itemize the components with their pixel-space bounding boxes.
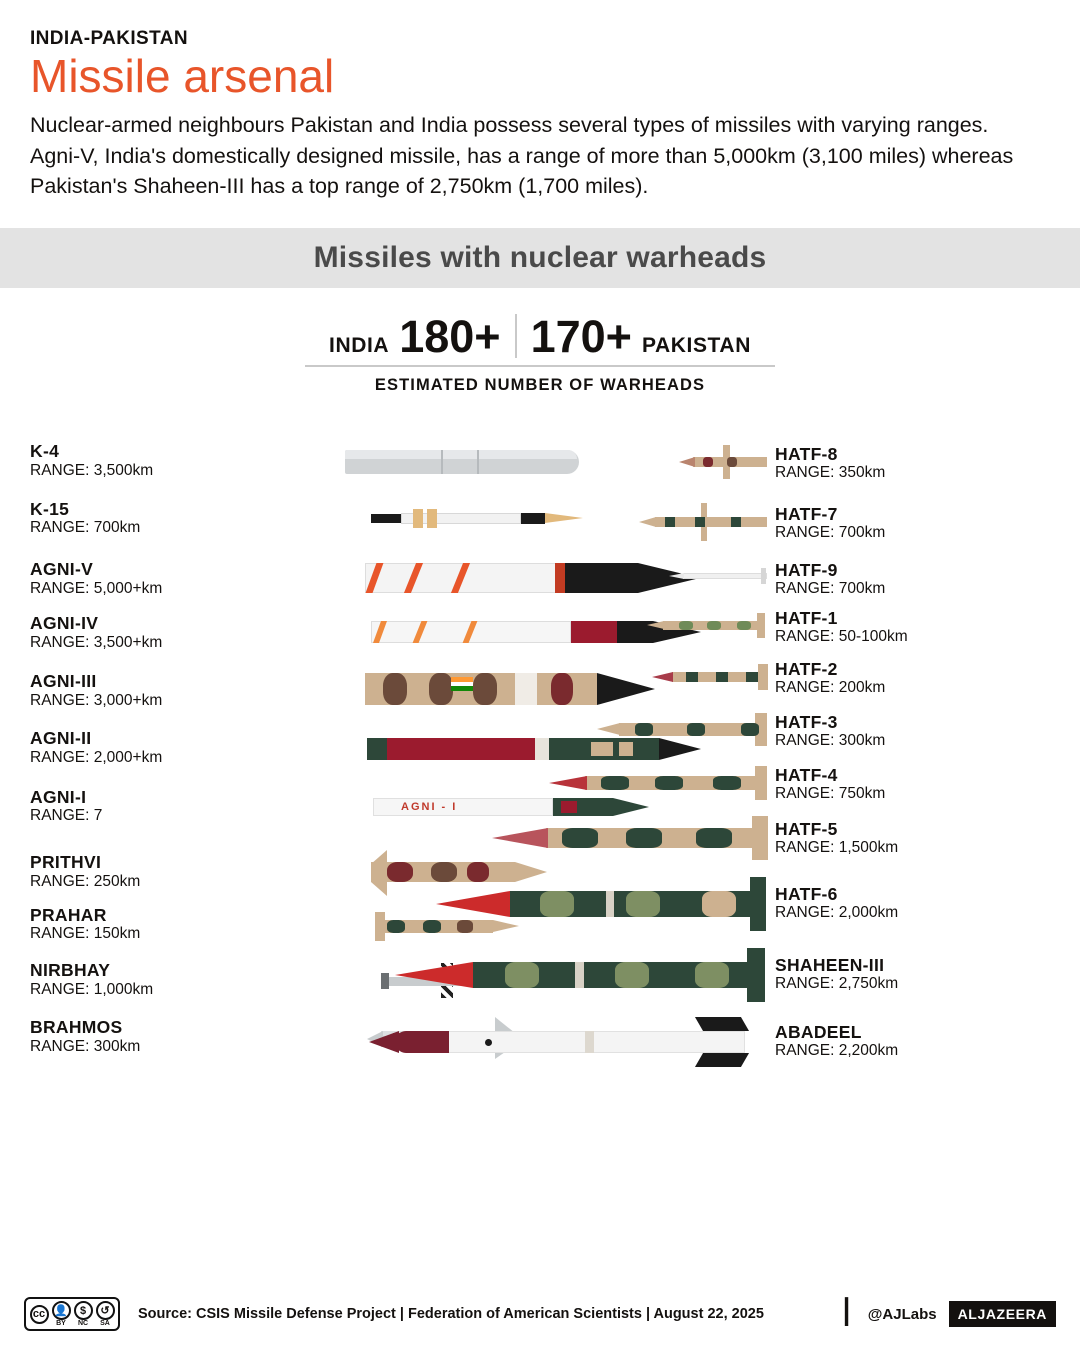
missile-range: RANGE: 750km — [775, 785, 886, 803]
warhead-counts-row — [305, 310, 775, 367]
missile-label — [775, 820, 950, 857]
missile-row-shaheen-iii — [775, 956, 950, 993]
missile-art-k-4 — [195, 441, 575, 481]
missile-name: AGNI-I — [30, 786, 87, 807]
missile-row-k-15 — [30, 500, 575, 537]
missile-range: RANGE: 200km — [775, 679, 886, 697]
missile-art-abadeel — [355, 1013, 775, 1073]
missile-label — [30, 614, 195, 651]
missile-name: HATF-6 — [775, 883, 838, 904]
missile-name: HATF-4 — [775, 764, 838, 785]
missile-art-k-15 — [195, 505, 575, 531]
missile-name: HATF-7 — [775, 503, 838, 524]
section-band — [0, 228, 1080, 288]
missile-art-agni-v — [195, 551, 595, 607]
aljazeera-logo: ALJAZEERA — [949, 1301, 1056, 1327]
missile-name: SHAHEEN-III — [775, 954, 885, 975]
missile-label — [775, 885, 950, 922]
missile-label — [775, 660, 950, 697]
warhead-counts — [0, 310, 1080, 395]
missile-label — [30, 788, 195, 825]
missile-label — [30, 906, 195, 943]
missile-label — [775, 956, 950, 993]
missile-art-hatf-9 — [665, 563, 775, 587]
missile-row-hatf-1 — [775, 609, 950, 646]
pakistan-label: PAKISTAN — [641, 333, 751, 357]
missile-art-hatf-4 — [545, 762, 775, 802]
missile-name: PRAHAR — [30, 904, 107, 925]
missile-art-hatf-3 — [595, 709, 775, 747]
missile-label — [775, 445, 950, 482]
missile-row-hatf-7 — [775, 505, 950, 542]
kicker: INDIA-PAKISTAN — [30, 28, 188, 49]
missile-range: RANGE: 300km — [30, 1037, 141, 1055]
missile-range: RANGE: 2,200km — [775, 1042, 899, 1060]
missile-label — [30, 560, 195, 597]
missile-name: ABADEEL — [775, 1021, 862, 1042]
missile-range: RANGE: 7 — [30, 807, 103, 825]
missile-name: HATF-3 — [775, 711, 838, 732]
missile-name: HATF-1 — [775, 607, 838, 628]
page-title: Missile arsenal — [30, 50, 335, 102]
counts-caption: ESTIMATED NUMBER OF WARHEADS — [374, 375, 706, 394]
missile-art-hatf-1 — [645, 609, 775, 641]
pakistan-count — [517, 310, 751, 362]
missile-name: BRAHMOS — [30, 1017, 123, 1038]
missile-row-hatf-2 — [775, 660, 950, 697]
india-label: INDIA — [329, 333, 390, 357]
missile-name: AGNI-V — [30, 559, 94, 580]
missile-range: RANGE: 700km — [775, 580, 886, 598]
missile-art-agni-iv — [195, 610, 595, 656]
missile-name: K-4 — [30, 441, 60, 462]
ajlabs-handle: @AJLabs — [867, 1305, 937, 1323]
missile-range: RANGE: 2,000+km — [30, 748, 163, 766]
missile-label — [775, 766, 950, 803]
cc-by-label: BY — [56, 1320, 66, 1327]
missile-art-shaheen-iii — [385, 948, 775, 1002]
missile-row-k-4 — [30, 441, 575, 481]
pakistan-value: 170+ — [530, 310, 632, 362]
cc-sa-icon: ↺ — [96, 1301, 115, 1320]
cc-icon: cc — [30, 1305, 49, 1324]
missile-range: RANGE: 350km — [775, 464, 886, 482]
cc-sa-label: SA — [100, 1320, 110, 1327]
missile-range: RANGE: 3,000+km — [30, 691, 163, 709]
missile-range: RANGE: 150km — [30, 925, 141, 943]
missile-label — [775, 1023, 950, 1060]
missile-range: RANGE: 700km — [775, 524, 886, 542]
header — [0, 0, 1080, 202]
missile-row-abadeel — [775, 1023, 950, 1060]
missile-row-agni-v — [30, 551, 595, 607]
missile-label — [30, 1018, 195, 1055]
missile-label — [30, 500, 195, 537]
agni-1-decal: AGNI - I — [401, 801, 458, 814]
missile-name: AGNI-III — [30, 671, 97, 692]
missile-label — [775, 609, 950, 646]
section-band-title: Missiles with nuclear warheads — [313, 240, 767, 274]
missile-name: HATF-5 — [775, 818, 838, 839]
missile-range: RANGE: 3,500+km — [30, 633, 163, 651]
missile-row-agni-ii — [30, 728, 595, 768]
creative-commons-badge — [24, 1297, 120, 1331]
missile-row-agni-iv — [30, 610, 595, 656]
missile-label — [30, 853, 195, 890]
missile-art-hatf-7 — [635, 501, 775, 545]
cc-by-icon: 👤 — [52, 1301, 71, 1320]
missile-name: AGNI-II — [30, 728, 92, 749]
missile-name: AGNI-IV — [30, 613, 99, 634]
missile-range: RANGE: 700km — [30, 519, 141, 537]
missile-chart — [0, 423, 1080, 1083]
missile-row-hatf-4 — [775, 766, 950, 803]
cc-nc-icon: $ — [74, 1301, 93, 1320]
missile-label — [775, 713, 950, 750]
aljazeera-calligraphy-icon: ا — [841, 1293, 852, 1335]
missile-range: RANGE: 2,750km — [775, 975, 899, 993]
footer — [0, 1278, 1080, 1350]
india-value: 180+ — [399, 310, 501, 362]
missile-label — [30, 442, 195, 479]
missile-art-hatf-5 — [490, 814, 775, 862]
missile-art-hatf-6 — [430, 877, 775, 933]
missile-range: RANGE: 5,000+km — [30, 579, 163, 597]
missile-label — [775, 561, 950, 598]
missile-range: RANGE: 50-100km — [775, 628, 908, 646]
missile-name: HATF-2 — [775, 658, 838, 679]
missile-label — [30, 672, 195, 709]
missile-name: NIRBHAY — [30, 960, 111, 981]
missile-range: RANGE: 250km — [30, 872, 141, 890]
cc-nc-label: NC — [77, 1320, 89, 1327]
missile-row-hatf-8 — [775, 445, 950, 482]
missile-name: HATF-8 — [775, 443, 838, 464]
missile-row-hatf-3 — [775, 713, 950, 750]
missile-name: PRITHVI — [30, 852, 102, 873]
missile-art-agni-ii — [195, 728, 595, 768]
india-count — [329, 310, 515, 362]
missile-range: RANGE: 2,000km — [775, 904, 899, 922]
missile-range: RANGE: 1,500km — [775, 839, 899, 857]
missile-range: RANGE: 300km — [775, 732, 886, 750]
missile-range: RANGE: 3,500km — [30, 461, 154, 479]
missile-label — [30, 961, 195, 998]
missile-label — [775, 505, 950, 542]
missile-row-hatf-5 — [775, 820, 950, 857]
missile-range: RANGE: 1,000km — [30, 980, 154, 998]
missile-art-hatf-2 — [650, 658, 775, 692]
missile-name: K-15 — [30, 498, 70, 519]
missile-row-agni-iii — [30, 663, 595, 719]
missile-name: HATF-9 — [775, 559, 838, 580]
missile-row-hatf-9 — [775, 561, 950, 598]
source-credit: Source: CSIS Missile Defense Project | Federation of American Scientists | August 22, 2025 — [138, 1306, 764, 1322]
missile-label — [30, 729, 195, 766]
standfirst: Nuclear-armed neighbours Pakistan and India possess several types of missiles with varying ranges. Agni-V, India's domestically designed missile, has a range of more than 5,000km (3,100 miles) whereas Pakistan's Shaheen-III has a top range of 2,750km (1,700 miles). — [30, 113, 1014, 199]
missile-art-hatf-8 — [675, 443, 775, 483]
missile-row-hatf-6 — [775, 885, 950, 922]
missile-art-agni-iii — [195, 663, 595, 719]
branding — [841, 1295, 1056, 1333]
